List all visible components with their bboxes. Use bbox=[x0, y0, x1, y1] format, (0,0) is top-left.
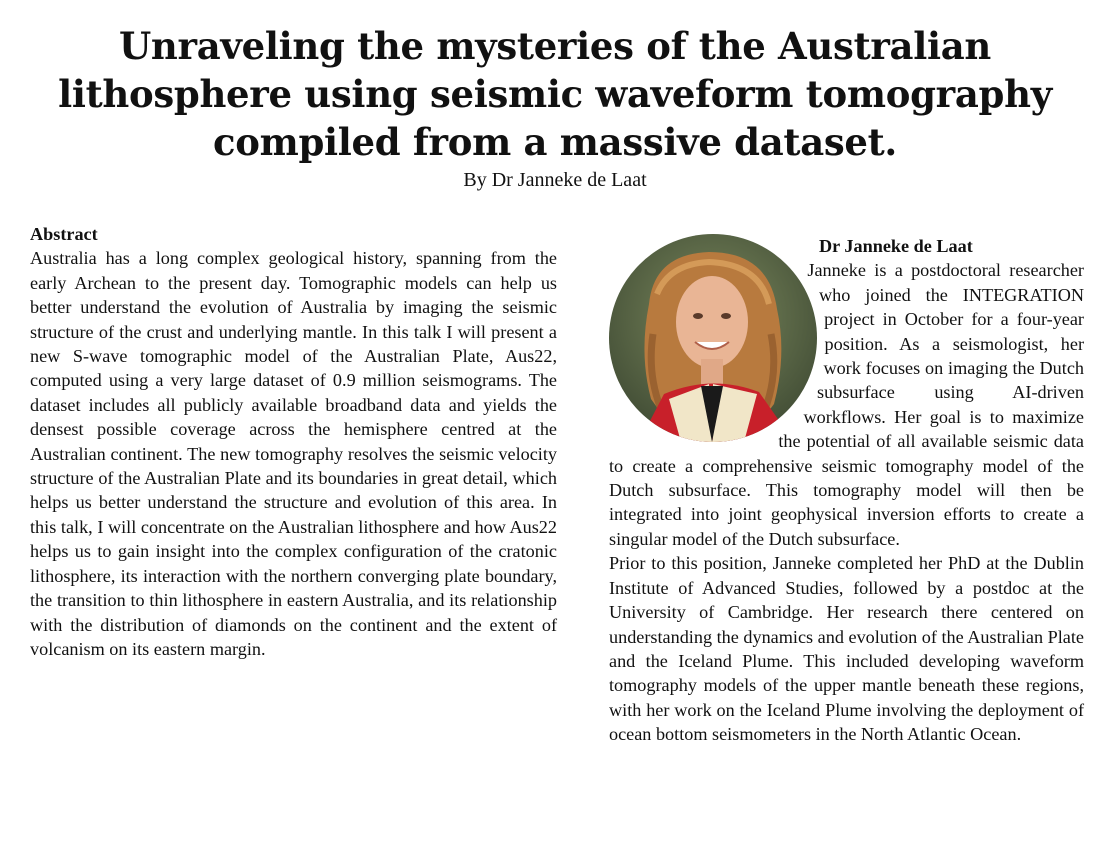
bio-paragraph-2: Prior to this position, Janneke completed her PhD at the Dublin Institute of Advanced Studies, followed by a postdoc at the University of Cambridge. Her research there centered on understanding the dynamics and evolution of the Australian Plate and the Iceland Plume. This included developing waveform tomography models of the upper mantle beneath these regions, with her work on the Iceland Plume involving the deployment of ocean bottom seismometers in the North Atlantic Ocean. bbox=[609, 553, 1084, 745]
abstract-heading: Abstract bbox=[30, 224, 98, 244]
author-byline: By Dr Janneke de Laat bbox=[463, 169, 647, 191]
portrait-photo-icon bbox=[609, 234, 817, 442]
page-title: Unraveling the mysteries of the Australian lithosphere using seismic waveform tomography compiled from a massive dataset. bbox=[58, 24, 1052, 164]
bio-section bbox=[609, 234, 1084, 747]
abstract-text: Australia has a long complex geological history, spanning from the early Archean to the present day. Tomographic models can help us better understand the evolution of Australia by imaging the seismic structure of the crust and underlying mantle. In this talk I will present a new S-wave tomographic model of the Australian Plate, Aus22, computed using a very large dataset of 0.9 million seismograms. The dataset includes all publicly available broadband data and yields the densest possible coverage across the hemisphere centred at the Australian continent. The new tomography resolves the seismic velocity structure of the Australian Plate and its boundaries in great detail, which helps us better understand the structure and evolution of this area. In this talk, I will concentrate on the Australian lithosphere and how Aus22 helps us to gain insight into the complex configuration of the cratonic lithosphere, its interaction with the northern converging plate boundary, the transition to thin lithosphere in eastern Australia, and its relationship with the distribution of diamonds on the continent and the extent of volcanism on its eastern margin. bbox=[30, 248, 557, 659]
author-photo bbox=[609, 234, 817, 442]
abstract-section bbox=[30, 222, 557, 661]
bio-paragraph-1: Janneke is a postdoctoral researcher who joined the INTEGRATION project in October for a four-year position. As a seismologist, her work focuses on imaging the Dutch subsurface using AI-driven workflows. Her goal is to maximize the potential of all available seismic data to create a comprehensive seismic tomography model of the Dutch subsurface. This tomography model will then be integrated into joint geophysical inversion efforts to create a singular model of the Dutch subsurface. bbox=[609, 260, 1084, 549]
bio-name: Dr Janneke de Laat bbox=[819, 236, 973, 256]
